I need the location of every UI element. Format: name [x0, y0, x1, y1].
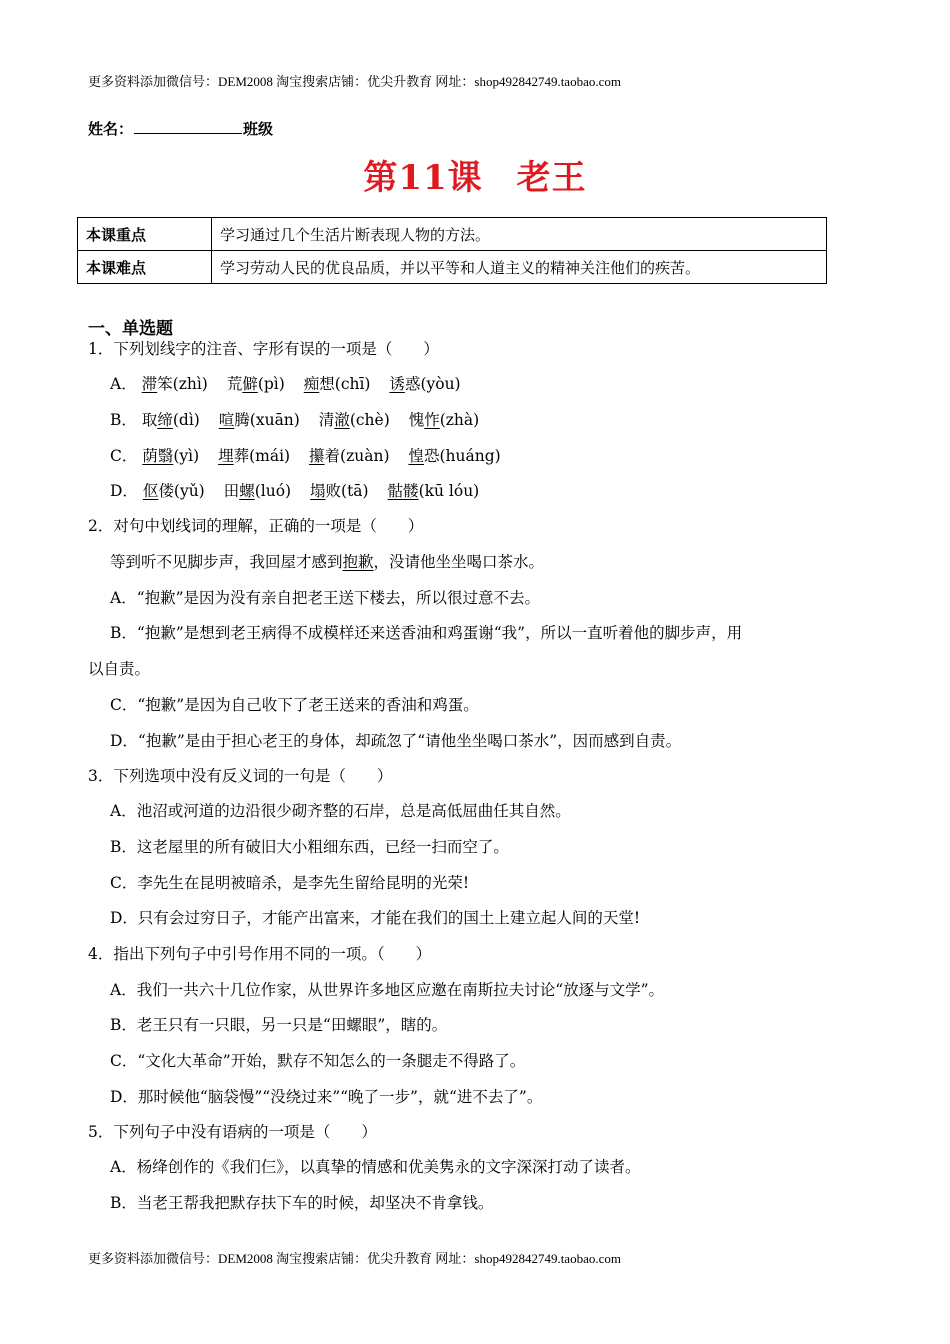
class-label: 班级: [243, 120, 274, 138]
lesson-name: 老王: [516, 158, 587, 198]
q1-option-a: A． 滞笨(zhì) 荒僻(pì) 痴想(chī) 诱惑(yòu): [110, 375, 461, 393]
q4-option-d: D．那时候他“脑袋慢”“没绕过来”“晚了一步”，就“进不去了”。: [110, 1088, 543, 1106]
goal-key: 本课难点: [78, 251, 212, 284]
lesson-title: [0, 150, 950, 199]
q2-option-d: D．“抱歉”是由于担心老王的身体，却疏忽了“请他坐坐喝口茶水”，因而感到自责。: [110, 732, 682, 750]
q2-option-b: B．“抱歉”是想到老王病得不成模样还来送香油和鸡蛋谢“我”，所以一直听着他的脚步声，用: [110, 624, 743, 642]
page-footer: 更多资料添加微信号：DEM2008 淘宝搜索店铺：优尖升教育 网址：shop492842749.taobao.com: [88, 1251, 621, 1266]
q1-option-b: B． 取缔(dì) 喧腾(xuān) 清澈(chè) 愧怍(zhà): [110, 411, 480, 429]
question-3-stem: 3．下列选项中没有反义词的一句是（ ）: [88, 767, 393, 785]
q4-option-b: B．老王只有一只眼，另一只是“田螺眼”，瞎的。: [110, 1016, 448, 1034]
goal-row: [78, 218, 827, 251]
q3-option-b: B．这老屋里的所有破旧大小粗细东西，已经一扫而空了。: [110, 838, 509, 856]
page-header: 更多资料添加微信号：DEM2008 淘宝搜索店铺：优尖升教育 网址：shop492842749.taobao.com: [88, 74, 621, 89]
goal-row: [78, 251, 827, 284]
q2-option-b-cont: 以自责。: [88, 660, 151, 678]
q2-option-a: A．“抱歉”是因为没有亲自把老王送下楼去，所以很过意不去。: [110, 589, 541, 607]
section-title: 一、单选题: [88, 319, 173, 339]
q5-option-a: A．杨绛创作的《我们仨》，以真挚的情感和优美隽永的文字深深打动了读者。: [110, 1158, 641, 1176]
goal-value: 学习劳动人民的优良品质，并以平等和人道主义的精神关注他们的疾苦。: [212, 251, 827, 284]
q1-option-d: D． 伛偻(yǔ) 田螺(luó) 塌败(tā) 骷髅(kū lóu): [110, 482, 480, 500]
lesson-number: 第11课: [363, 158, 483, 198]
question-5-stem: 5．下列句子中没有语病的一项是（ ）: [88, 1123, 377, 1141]
question-2-stem: 2．对句中划线词的理解，正确的一项是（ ）: [88, 517, 424, 535]
question-4-stem: 4．指出下列句子中引号作用不同的一项。（ ）: [88, 945, 432, 963]
goal-value: 学习通过几个生活片断表现人物的方法。: [212, 218, 827, 251]
goal-key: 本课重点: [78, 218, 212, 251]
q3-option-c: C．李先生在昆明被暗杀，是李先生留给昆明的光荣!: [110, 874, 470, 892]
q1-option-c: C． 荫翳(yì) 埋葬(mái) 攥着(zuàn) 惶恐(huáng): [110, 447, 501, 465]
q2-option-c: C．“抱歉”是因为自己收下了老王送来的香油和鸡蛋。: [110, 696, 479, 714]
q3-option-a: A．池沼或河道的边沿很少砌齐整的石岸，总是高低屈曲任其自然。: [110, 802, 571, 820]
q5-option-b: B．当老王帮我把默存扶下车的时候，却坚决不肯拿钱。: [110, 1194, 494, 1212]
q4-option-a: A．我们一共六十几位作家，从世界许多地区应邀在南斯拉夫讨论“放逐与文学”。: [110, 981, 665, 999]
q3-option-d: D．只有会过穷日子，才能产出富来，才能在我们的国土上建立起人间的天堂!: [110, 909, 641, 927]
name-blank[interactable]: [134, 120, 242, 134]
name-class-row: [88, 118, 273, 139]
question-1-stem: 1．下列划线字的注音、字形有误的一项是（ ）: [88, 340, 439, 358]
q4-option-c: C．“文化大革命”开始，默存不知怎么的一条腿走不得路了。: [110, 1052, 526, 1070]
q2-context: 等到听不见脚步声，我回屋才感到抱歉，没请他坐坐喝口茶水。: [110, 553, 545, 571]
name-label: 姓名：: [88, 120, 134, 138]
lesson-goals-table: [77, 217, 827, 284]
